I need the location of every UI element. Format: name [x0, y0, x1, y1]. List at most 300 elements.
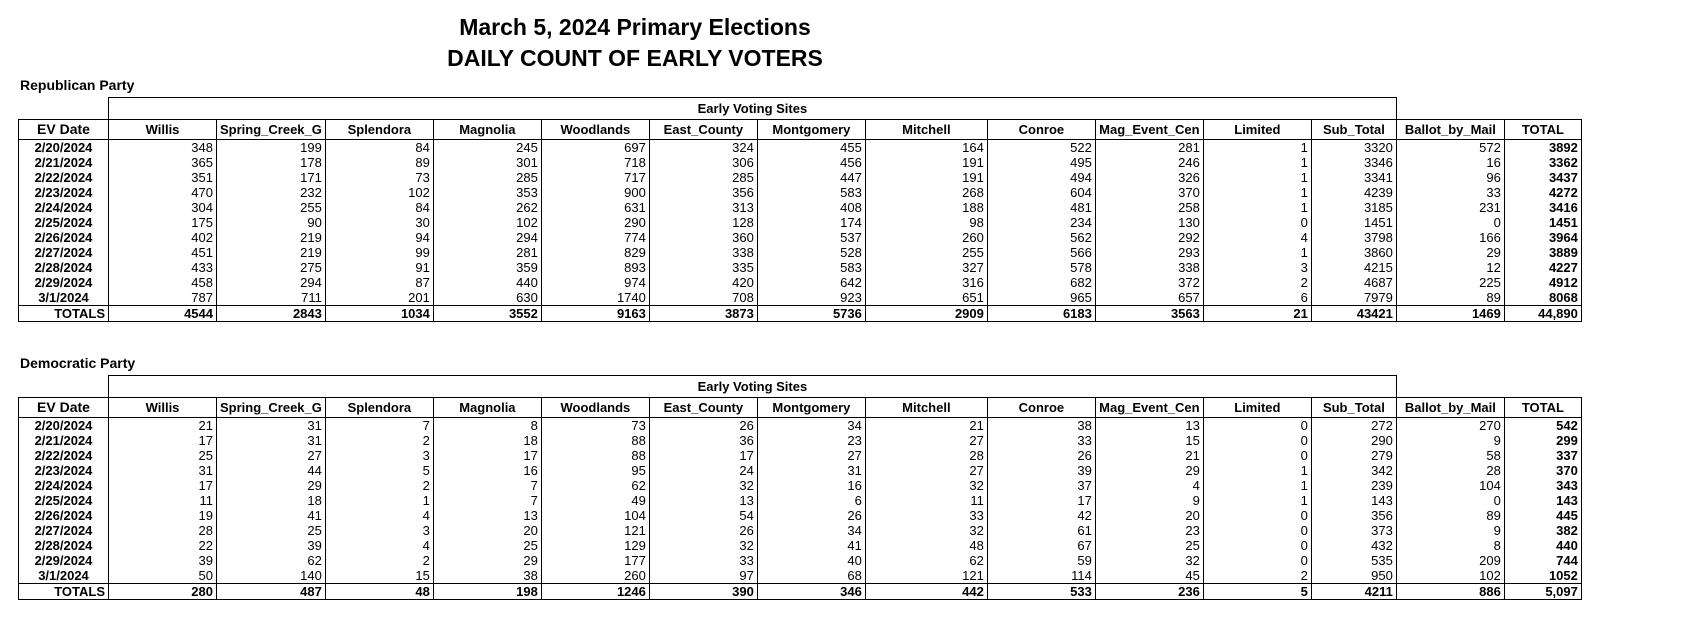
- count-cell: 360: [649, 230, 757, 245]
- date-cell: 2/29/2024: [19, 553, 109, 568]
- count-cell: 95: [541, 463, 649, 478]
- count-cell: 432: [1311, 538, 1396, 553]
- count-cell: 199: [217, 140, 326, 156]
- total-cell: 3873: [649, 306, 757, 322]
- column-header: Splendora: [325, 398, 433, 418]
- totals-label: TOTALS: [19, 584, 109, 600]
- date-cell: 3/1/2024: [19, 568, 109, 584]
- count-cell: 17: [109, 433, 217, 448]
- totals-row: [19, 306, 1582, 322]
- count-cell: 4: [325, 538, 433, 553]
- date-cell: 2/23/2024: [19, 463, 109, 478]
- count-cell: 402: [109, 230, 217, 245]
- count-cell: 8068: [1504, 290, 1581, 306]
- total-cell: 3563: [1095, 306, 1203, 322]
- count-cell: 1052: [1504, 568, 1581, 584]
- count-cell: 29: [217, 478, 326, 493]
- total-cell: 236: [1095, 584, 1203, 600]
- count-cell: 718: [541, 155, 649, 170]
- count-cell: 4239: [1311, 185, 1396, 200]
- count-cell: 99: [325, 245, 433, 260]
- table-row: [19, 260, 1582, 275]
- count-cell: 372: [1095, 275, 1203, 290]
- report-subtitle: DAILY COUNT OF EARLY VOTERS: [447, 45, 823, 71]
- total-cell: 3552: [433, 306, 541, 322]
- count-cell: 24: [649, 463, 757, 478]
- count-cell: 31: [109, 463, 217, 478]
- column-header: Limited: [1203, 398, 1311, 418]
- count-cell: 306: [649, 155, 757, 170]
- table-row: [19, 478, 1582, 493]
- count-cell: 39: [217, 538, 326, 553]
- count-cell: 84: [325, 140, 433, 156]
- count-cell: 225: [1396, 275, 1504, 290]
- count-cell: 290: [541, 215, 649, 230]
- count-cell: 542: [1504, 418, 1581, 434]
- total-cell: 280: [109, 584, 217, 600]
- count-cell: 829: [541, 245, 649, 260]
- count-cell: 219: [217, 230, 326, 245]
- total-cell: 4544: [109, 306, 217, 322]
- early-voting-sites-header: Early Voting Sites: [109, 98, 1397, 120]
- column-header: Mag_Event_Cen: [1095, 120, 1203, 140]
- count-cell: 348: [109, 140, 217, 156]
- count-cell: 0: [1203, 433, 1311, 448]
- count-cell: 59: [987, 553, 1095, 568]
- count-cell: 128: [649, 215, 757, 230]
- count-cell: 19: [109, 508, 217, 523]
- count-cell: 893: [541, 260, 649, 275]
- count-cell: 260: [541, 568, 649, 584]
- count-cell: 455: [757, 140, 865, 156]
- column-header: Montgomery: [757, 398, 865, 418]
- count-cell: 697: [541, 140, 649, 156]
- count-cell: 604: [987, 185, 1095, 200]
- count-cell: 61: [987, 523, 1095, 538]
- table-row: [19, 418, 1582, 434]
- count-cell: 0: [1203, 523, 1311, 538]
- count-cell: 44: [217, 463, 326, 478]
- date-cell: 2/26/2024: [19, 230, 109, 245]
- count-cell: 191: [865, 155, 987, 170]
- count-cell: 94: [325, 230, 433, 245]
- count-cell: 26: [649, 418, 757, 434]
- count-cell: 1: [1203, 170, 1311, 185]
- count-cell: 338: [1095, 260, 1203, 275]
- table-row: [19, 215, 1582, 230]
- count-cell: 4272: [1504, 185, 1581, 200]
- count-cell: 29: [433, 553, 541, 568]
- count-cell: 583: [757, 260, 865, 275]
- count-cell: 4687: [1311, 275, 1396, 290]
- count-cell: 356: [649, 185, 757, 200]
- count-cell: 281: [433, 245, 541, 260]
- count-cell: 40: [757, 553, 865, 568]
- count-cell: 0: [1203, 538, 1311, 553]
- count-cell: 1740: [541, 290, 649, 306]
- table-row: [19, 200, 1582, 215]
- count-cell: 16: [1396, 155, 1504, 170]
- count-cell: 25: [433, 538, 541, 553]
- total-cell: 346: [757, 584, 865, 600]
- count-cell: 3798: [1311, 230, 1396, 245]
- count-cell: 88: [541, 433, 649, 448]
- count-cell: 262: [433, 200, 541, 215]
- count-cell: 31: [217, 433, 326, 448]
- count-cell: 4: [1203, 230, 1311, 245]
- column-header: TOTAL: [1504, 398, 1581, 418]
- date-cell: 2/22/2024: [19, 170, 109, 185]
- count-cell: 260: [865, 230, 987, 245]
- count-cell: 631: [541, 200, 649, 215]
- count-cell: 301: [433, 155, 541, 170]
- count-cell: 4215: [1311, 260, 1396, 275]
- count-cell: 285: [433, 170, 541, 185]
- table-row: [19, 245, 1582, 260]
- total-cell: 1246: [541, 584, 649, 600]
- count-cell: 0: [1203, 215, 1311, 230]
- total-cell: 43421: [1311, 306, 1396, 322]
- count-cell: 27: [757, 448, 865, 463]
- count-cell: 0: [1203, 553, 1311, 568]
- count-cell: 68: [757, 568, 865, 584]
- count-cell: 178: [217, 155, 326, 170]
- total-cell: 533: [987, 584, 1095, 600]
- count-cell: 370: [1504, 463, 1581, 478]
- count-cell: 744: [1504, 553, 1581, 568]
- count-cell: 3320: [1311, 140, 1396, 156]
- count-cell: 58: [1396, 448, 1504, 463]
- count-cell: 445: [1504, 508, 1581, 523]
- column-header: Spring_Creek_G: [217, 120, 326, 140]
- count-cell: 0: [1203, 448, 1311, 463]
- count-cell: 39: [987, 463, 1095, 478]
- count-cell: 26: [987, 448, 1095, 463]
- total-cell: 390: [649, 584, 757, 600]
- total-cell: 198: [433, 584, 541, 600]
- count-cell: 18: [433, 433, 541, 448]
- count-cell: 3860: [1311, 245, 1396, 260]
- date-cell: 2/26/2024: [19, 508, 109, 523]
- count-cell: 96: [1396, 170, 1504, 185]
- count-cell: 900: [541, 185, 649, 200]
- count-cell: 87: [325, 275, 433, 290]
- count-cell: 272: [1311, 418, 1396, 434]
- count-cell: 1: [1203, 140, 1311, 156]
- count-cell: 22: [109, 538, 217, 553]
- count-cell: 456: [757, 155, 865, 170]
- count-cell: 3889: [1504, 245, 1581, 260]
- total-cell: 6183: [987, 306, 1095, 322]
- count-cell: 657: [1095, 290, 1203, 306]
- total-cell: 2843: [217, 306, 326, 322]
- count-cell: 578: [987, 260, 1095, 275]
- count-cell: 4: [325, 508, 433, 523]
- count-cell: 359: [433, 260, 541, 275]
- count-cell: 965: [987, 290, 1095, 306]
- count-cell: 2: [1203, 568, 1311, 584]
- count-cell: 246: [1095, 155, 1203, 170]
- count-cell: 356: [1311, 508, 1396, 523]
- count-cell: 89: [1396, 508, 1504, 523]
- count-cell: 209: [1396, 553, 1504, 568]
- totals-row: [19, 584, 1582, 600]
- count-cell: 11: [109, 493, 217, 508]
- count-cell: 458: [109, 275, 217, 290]
- count-cell: 39: [109, 553, 217, 568]
- count-cell: 642: [757, 275, 865, 290]
- count-cell: 166: [1396, 230, 1504, 245]
- report-title: March 5, 2024 Primary Elections: [459, 14, 811, 40]
- total-cell: 1469: [1396, 306, 1504, 322]
- table-row: [19, 568, 1582, 584]
- count-cell: 201: [325, 290, 433, 306]
- count-cell: 33: [987, 433, 1095, 448]
- count-cell: 6: [757, 493, 865, 508]
- count-cell: 174: [757, 215, 865, 230]
- count-cell: 950: [1311, 568, 1396, 584]
- count-cell: 23: [1095, 523, 1203, 538]
- count-cell: 34: [757, 523, 865, 538]
- count-cell: 1: [1203, 155, 1311, 170]
- table-row: [19, 463, 1582, 478]
- count-cell: 29: [1095, 463, 1203, 478]
- date-cell: 2/27/2024: [19, 523, 109, 538]
- count-cell: 268: [865, 185, 987, 200]
- count-cell: 774: [541, 230, 649, 245]
- early-voting-sites-header: Early Voting Sites: [109, 376, 1397, 398]
- count-cell: 38: [433, 568, 541, 584]
- count-cell: 5: [325, 463, 433, 478]
- count-cell: 275: [217, 260, 326, 275]
- count-cell: 1451: [1504, 215, 1581, 230]
- count-cell: 143: [1504, 493, 1581, 508]
- column-header: East_County: [649, 120, 757, 140]
- date-cell: 2/27/2024: [19, 245, 109, 260]
- count-cell: 62: [865, 553, 987, 568]
- date-cell: 2/29/2024: [19, 275, 109, 290]
- total-cell: 886: [1396, 584, 1504, 600]
- count-cell: 717: [541, 170, 649, 185]
- column-header: Mitchell: [865, 398, 987, 418]
- count-cell: 281: [1095, 140, 1203, 156]
- date-cell: 2/25/2024: [19, 215, 109, 230]
- democratic-party-label: Democratic Party: [20, 355, 136, 371]
- table-row: [19, 508, 1582, 523]
- count-cell: 27: [865, 433, 987, 448]
- total-cell: 9163: [541, 306, 649, 322]
- count-cell: 38: [987, 418, 1095, 434]
- count-cell: 20: [433, 523, 541, 538]
- count-cell: 495: [987, 155, 1095, 170]
- date-cell: 2/25/2024: [19, 493, 109, 508]
- count-cell: 23: [757, 433, 865, 448]
- count-cell: 37: [987, 478, 1095, 493]
- count-cell: 1: [325, 493, 433, 508]
- count-cell: 562: [987, 230, 1095, 245]
- column-header: Conroe: [987, 120, 1095, 140]
- count-cell: 2: [325, 478, 433, 493]
- count-cell: 84: [325, 200, 433, 215]
- column-header: EV Date: [19, 398, 109, 418]
- count-cell: 21: [865, 418, 987, 434]
- count-cell: 140: [217, 568, 326, 584]
- count-cell: 9: [1396, 433, 1504, 448]
- count-cell: 12: [1396, 260, 1504, 275]
- column-header: East_County: [649, 398, 757, 418]
- count-cell: 15: [325, 568, 433, 584]
- count-cell: 13: [649, 493, 757, 508]
- republican-party-label: Republican Party: [20, 77, 135, 93]
- total-cell: 442: [865, 584, 987, 600]
- democratic-early-voters-table: [18, 375, 1582, 600]
- count-cell: 18: [217, 493, 326, 508]
- count-cell: 232: [217, 185, 326, 200]
- column-header: Mag_Event_Cen: [1095, 398, 1203, 418]
- count-cell: 528: [757, 245, 865, 260]
- count-cell: 97: [649, 568, 757, 584]
- count-cell: 451: [109, 245, 217, 260]
- column-header: Limited: [1203, 120, 1311, 140]
- table-row: [19, 275, 1582, 290]
- column-header: Woodlands: [541, 398, 649, 418]
- count-cell: 3362: [1504, 155, 1581, 170]
- count-cell: 4227: [1504, 260, 1581, 275]
- total-cell: 2909: [865, 306, 987, 322]
- count-cell: 299: [1504, 433, 1581, 448]
- count-cell: 8: [1396, 538, 1504, 553]
- date-cell: 2/28/2024: [19, 260, 109, 275]
- count-cell: 36: [649, 433, 757, 448]
- count-cell: 327: [865, 260, 987, 275]
- count-cell: 285: [649, 170, 757, 185]
- count-cell: 326: [1095, 170, 1203, 185]
- count-cell: 9: [1095, 493, 1203, 508]
- count-cell: 45: [1095, 568, 1203, 584]
- count-cell: 342: [1311, 463, 1396, 478]
- count-cell: 630: [433, 290, 541, 306]
- count-cell: 26: [757, 508, 865, 523]
- count-cell: 708: [649, 290, 757, 306]
- count-cell: 49: [541, 493, 649, 508]
- count-cell: 7: [433, 478, 541, 493]
- count-cell: 923: [757, 290, 865, 306]
- count-cell: 3346: [1311, 155, 1396, 170]
- date-cell: 2/24/2024: [19, 200, 109, 215]
- table-row: [19, 448, 1582, 463]
- count-cell: 440: [1504, 538, 1581, 553]
- count-cell: 28: [109, 523, 217, 538]
- table-row: [19, 230, 1582, 245]
- count-cell: 522: [987, 140, 1095, 156]
- count-cell: 343: [1504, 478, 1581, 493]
- count-cell: 17: [649, 448, 757, 463]
- count-cell: 481: [987, 200, 1095, 215]
- count-cell: 31: [217, 418, 326, 434]
- count-cell: 8: [433, 418, 541, 434]
- date-cell: 2/21/2024: [19, 155, 109, 170]
- total-cell: 48: [325, 584, 433, 600]
- count-cell: 104: [541, 508, 649, 523]
- count-cell: 25: [109, 448, 217, 463]
- table-row: [19, 140, 1582, 156]
- count-cell: 4: [1095, 478, 1203, 493]
- table-row: [19, 553, 1582, 568]
- count-cell: 15: [1095, 433, 1203, 448]
- count-cell: 29: [1396, 245, 1504, 260]
- count-cell: 32: [865, 478, 987, 493]
- count-cell: 787: [109, 290, 217, 306]
- count-cell: 42: [987, 508, 1095, 523]
- count-cell: 48: [865, 538, 987, 553]
- column-header: Ballot_by_Mail: [1396, 120, 1504, 140]
- table-row: [19, 538, 1582, 553]
- count-cell: 67: [987, 538, 1095, 553]
- table-row: [19, 433, 1582, 448]
- count-cell: 1: [1203, 493, 1311, 508]
- count-cell: 32: [649, 538, 757, 553]
- table-row: [19, 523, 1582, 538]
- count-cell: 1: [1203, 478, 1311, 493]
- count-cell: 17: [433, 448, 541, 463]
- count-cell: 188: [865, 200, 987, 215]
- count-cell: 3: [325, 448, 433, 463]
- column-header: Splendora: [325, 120, 433, 140]
- count-cell: 494: [987, 170, 1095, 185]
- count-cell: 102: [433, 215, 541, 230]
- count-cell: 7: [325, 418, 433, 434]
- count-cell: 27: [865, 463, 987, 478]
- count-cell: 3892: [1504, 140, 1581, 156]
- count-cell: 13: [433, 508, 541, 523]
- count-cell: 21: [1095, 448, 1203, 463]
- count-cell: 219: [217, 245, 326, 260]
- count-cell: 30: [325, 215, 433, 230]
- count-cell: 7979: [1311, 290, 1396, 306]
- date-cell: 2/21/2024: [19, 433, 109, 448]
- count-cell: 535: [1311, 553, 1396, 568]
- count-cell: 408: [757, 200, 865, 215]
- column-header: Magnolia: [433, 120, 541, 140]
- count-cell: 1451: [1311, 215, 1396, 230]
- count-cell: 447: [757, 170, 865, 185]
- count-cell: 33: [1396, 185, 1504, 200]
- count-cell: 50: [109, 568, 217, 584]
- count-cell: 13: [1095, 418, 1203, 434]
- count-cell: 370: [1095, 185, 1203, 200]
- count-cell: 102: [325, 185, 433, 200]
- count-cell: 290: [1311, 433, 1396, 448]
- column-header: EV Date: [19, 120, 109, 140]
- totals-label: TOTALS: [19, 306, 109, 322]
- count-cell: 32: [649, 478, 757, 493]
- count-cell: 6: [1203, 290, 1311, 306]
- count-cell: 171: [217, 170, 326, 185]
- count-cell: 974: [541, 275, 649, 290]
- table-row: [19, 493, 1582, 508]
- count-cell: 89: [1396, 290, 1504, 306]
- count-cell: 537: [757, 230, 865, 245]
- count-cell: 25: [217, 523, 326, 538]
- count-cell: 9: [1396, 523, 1504, 538]
- count-cell: 292: [1095, 230, 1203, 245]
- count-cell: 26: [649, 523, 757, 538]
- count-cell: 3437: [1504, 170, 1581, 185]
- count-cell: 3185: [1311, 200, 1396, 215]
- date-cell: 2/20/2024: [19, 418, 109, 434]
- count-cell: 351: [109, 170, 217, 185]
- column-header: Ballot_by_Mail: [1396, 398, 1504, 418]
